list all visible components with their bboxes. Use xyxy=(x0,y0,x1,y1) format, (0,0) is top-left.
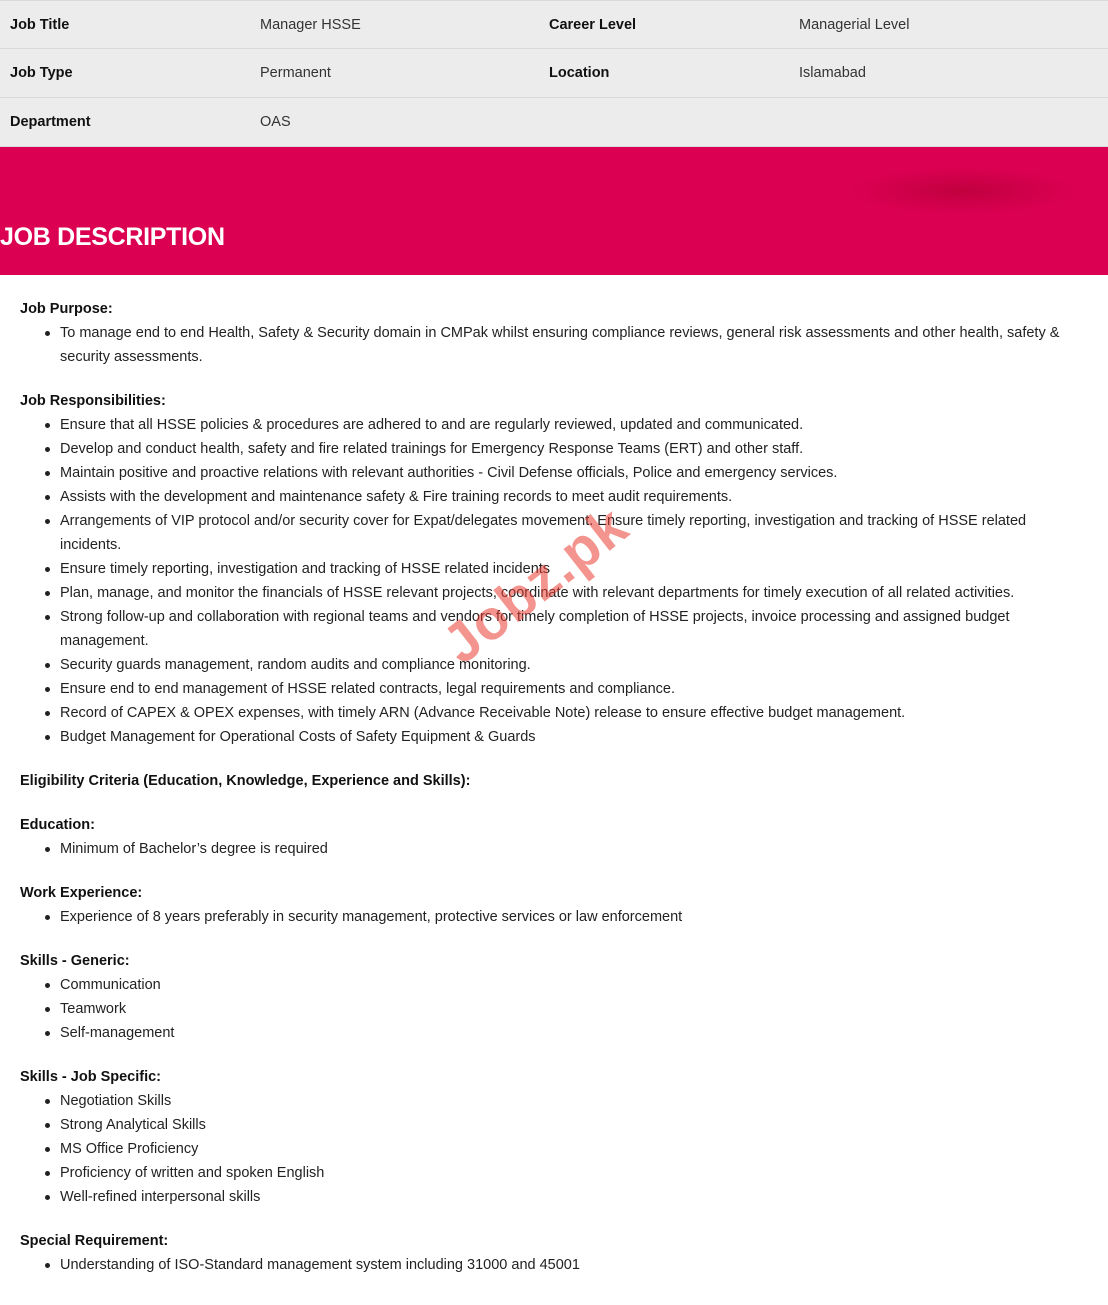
bullet-list xyxy=(20,973,1088,1045)
career-level-label: Career Level xyxy=(549,16,637,33)
bullet-list xyxy=(20,413,1088,749)
bullet-list xyxy=(20,905,1088,929)
empty-label xyxy=(539,98,789,146)
list-item: Security guards management, random audits and compliance monitoring. xyxy=(60,653,1088,677)
list-item: Arrangements of VIP protocol and/or security cover for Expat/delegates movement. Ensure timely reporting, investigation and tracking of HSSE related incidents. xyxy=(60,509,1088,557)
department-value: OAS xyxy=(260,114,291,130)
section-title: Work Experience: xyxy=(20,885,143,901)
career-level-value: Managerial Level xyxy=(799,16,910,33)
list-item: Ensure end to end management of HSSE related contracts, legal requirements and compliance. xyxy=(60,677,1088,701)
location-label: Location xyxy=(549,65,610,81)
list-item: Understanding of ISO-Standard management system including 31000 and 45001 xyxy=(60,1253,1088,1277)
job-title-label: Job Title xyxy=(10,16,70,33)
section-skills-job-specific xyxy=(20,1065,1088,1209)
list-item: Budget Management for Operational Costs of Safety Equipment & Guards xyxy=(60,725,1088,749)
list-item: To manage end to end Health, Safety & Security domain in CMPak whilst ensuring compliance reviews, general risk assessments and other health, safety & security assessments. xyxy=(60,321,1088,369)
section-skills-generic xyxy=(20,949,1088,1045)
section-eligibility xyxy=(20,769,1088,793)
list-item: Ensure timely reporting, investigation and tracking of HSSE related incidents xyxy=(60,557,1088,581)
watermark: Jobz.pk xyxy=(430,493,640,676)
section-title: Eligibility Criteria (Education, Knowledge, Experience and Skills): xyxy=(20,773,471,789)
job-description-banner xyxy=(0,147,1108,275)
list-item: Self-management xyxy=(60,1021,1088,1045)
department-label: Department xyxy=(10,114,91,130)
section-title: Special Requirement: xyxy=(20,1233,169,1249)
bullet-list xyxy=(20,837,1088,861)
info-row-job-title xyxy=(0,0,1108,49)
list-item: MS Office Proficiency xyxy=(60,1137,1088,1161)
list-item: Negotiation Skills xyxy=(60,1089,1088,1113)
section-title: Job Purpose: xyxy=(20,301,113,317)
list-item: Proficiency of written and spoken English xyxy=(60,1161,1088,1185)
list-item: Strong Analytical Skills xyxy=(60,1113,1088,1137)
section-education xyxy=(20,813,1088,861)
list-item: Ensure that all HSSE policies & procedures are adhered to and are regularly reviewed, updated and communicated. xyxy=(60,413,1088,437)
list-item: Maintain positive and proactive relations with relevant authorities - Civil Defense officials, Police and emergency services. xyxy=(60,461,1088,485)
job-type-value: Permanent xyxy=(260,65,331,81)
job-description-content xyxy=(0,275,1108,1277)
section-job-responsibilities xyxy=(20,389,1088,749)
list-item: Minimum of Bachelor’s degree is required xyxy=(60,837,1088,861)
location-value: Islamabad xyxy=(799,65,866,81)
list-item: Experience of 8 years preferably in security management, protective services or law enforcement xyxy=(60,905,1088,929)
section-work-experience xyxy=(20,881,1088,929)
info-row-job-type xyxy=(0,49,1108,98)
banner-title: JOB DESCRIPTION xyxy=(0,223,225,251)
section-title: Skills - Job Specific: xyxy=(20,1069,162,1085)
list-item: Plan, manage, and monitor the financials of HSSE relevant projects, coordinate with relevant departments for timely execution of all related activities. xyxy=(60,581,1088,605)
bullet-list xyxy=(20,321,1088,369)
job-info-table xyxy=(0,0,1108,147)
bullet-list xyxy=(20,1089,1088,1209)
section-special-requirement xyxy=(20,1229,1088,1277)
list-item: Assists with the development and maintenance safety & Fire training records to meet audit requirements. xyxy=(60,485,1088,509)
section-title: Education: xyxy=(20,817,95,833)
list-item: Well-refined interpersonal skills xyxy=(60,1185,1088,1209)
list-item: Communication xyxy=(60,973,1088,997)
section-job-purpose xyxy=(20,297,1088,369)
bullet-list xyxy=(20,1253,1088,1277)
info-row-department xyxy=(0,98,1108,147)
job-title-value: Manager HSSE xyxy=(260,16,361,33)
banner-glow-decoration xyxy=(848,167,1078,215)
section-title: Skills - Generic: xyxy=(20,953,130,969)
section-title: Job Responsibilities: xyxy=(20,393,166,409)
list-item: Develop and conduct health, safety and fire related trainings for Emergency Response Teams (ERT) and other staff. xyxy=(60,437,1088,461)
list-item: Teamwork xyxy=(60,997,1088,1021)
empty-value xyxy=(789,98,1108,146)
job-type-label: Job Type xyxy=(10,65,73,81)
list-item: Record of CAPEX & OPEX expenses, with timely ARN (Advance Receivable Note) release to ensure effective budget management. xyxy=(60,701,1088,725)
list-item: Strong follow-up and collaboration with regional teams and vendors for timely completion of HSSE projects, invoice processing and assigned budget management. xyxy=(60,605,1088,653)
